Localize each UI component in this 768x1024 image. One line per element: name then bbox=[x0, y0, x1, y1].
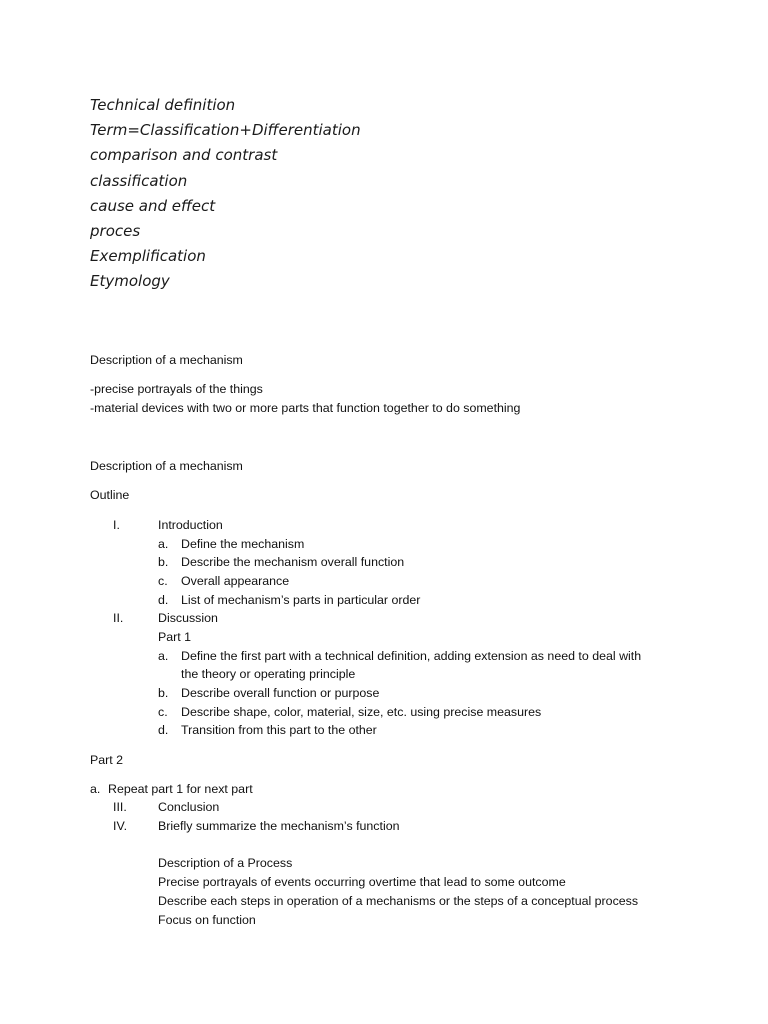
bullet-line: -precise portrayals of the things bbox=[90, 382, 263, 396]
list-item: Technical definition bbox=[90, 96, 236, 114]
outline-label: Outline bbox=[90, 488, 130, 502]
outline-item: Describe the mechanism overall function bbox=[181, 555, 405, 569]
section-heading: Description of a mechanism bbox=[90, 353, 243, 367]
item-marker: a. bbox=[158, 649, 169, 663]
roman-numeral: III. bbox=[113, 800, 127, 814]
outline-item: Describe overall function or purpose bbox=[181, 686, 380, 700]
bullet-line: -material devices with two or more parts that function together to do something bbox=[90, 401, 521, 415]
outline-heading: Introduction bbox=[158, 518, 223, 532]
paragraph-line: Focus on function bbox=[158, 913, 256, 927]
roman-numeral: IV. bbox=[113, 819, 128, 833]
outline-heading: Conclusion bbox=[158, 800, 220, 814]
item-marker: b. bbox=[158, 555, 169, 569]
handwritten-list bbox=[90, 93, 361, 295]
paragraph-line: Precise portrayals of events occurring overtime that lead to some outcome bbox=[158, 875, 566, 889]
section-heading: Description of a mechanism bbox=[90, 459, 243, 473]
item-marker: a. bbox=[90, 782, 101, 796]
outline-item-continuation: the theory or operating principle bbox=[181, 667, 356, 681]
section-heading: Description of a Process bbox=[158, 856, 293, 870]
list-item: comparison and contrast bbox=[90, 146, 278, 165]
item-marker: d. bbox=[158, 723, 169, 737]
item-marker: b. bbox=[158, 686, 169, 700]
outline-item: Transition from this part to the other bbox=[181, 723, 377, 737]
list-item: Exemplification bbox=[90, 247, 206, 266]
paragraph-line: Describe each steps in operation of a mechanisms or the steps of a conceptual process bbox=[158, 894, 639, 908]
item-marker: a. bbox=[158, 537, 169, 551]
part-label: Part 1 bbox=[158, 630, 192, 644]
outline-heading: Briefly summarize the mechanism’s function bbox=[158, 819, 400, 833]
item-marker: c. bbox=[158, 705, 168, 719]
outline-item: Repeat part 1 for next part bbox=[108, 782, 253, 796]
list-item: proces bbox=[90, 222, 141, 241]
list-item: Etymology bbox=[90, 272, 170, 291]
roman-numeral: I. bbox=[113, 518, 120, 532]
outline-item: Define the mechanism bbox=[181, 537, 305, 551]
outline-item: Overall appearance bbox=[181, 574, 290, 588]
list-item: Term=Classification+Differentiation bbox=[90, 121, 361, 140]
outline-item: Define the first part with a technical definition, adding extension as need to deal with bbox=[181, 649, 642, 663]
list-item: cause and effect bbox=[90, 196, 216, 215]
outline-item: List of mechanism’s parts in particular order bbox=[181, 593, 421, 607]
item-marker: d. bbox=[158, 593, 169, 607]
outline-heading: Discussion bbox=[158, 611, 218, 625]
part-label: Part 2 bbox=[90, 753, 124, 767]
roman-numeral: II. bbox=[113, 611, 124, 625]
item-marker: c. bbox=[158, 574, 168, 588]
outline-item: Describe shape, color, material, size, etc. using precise measures bbox=[181, 705, 542, 719]
list-item: classification bbox=[90, 171, 188, 190]
